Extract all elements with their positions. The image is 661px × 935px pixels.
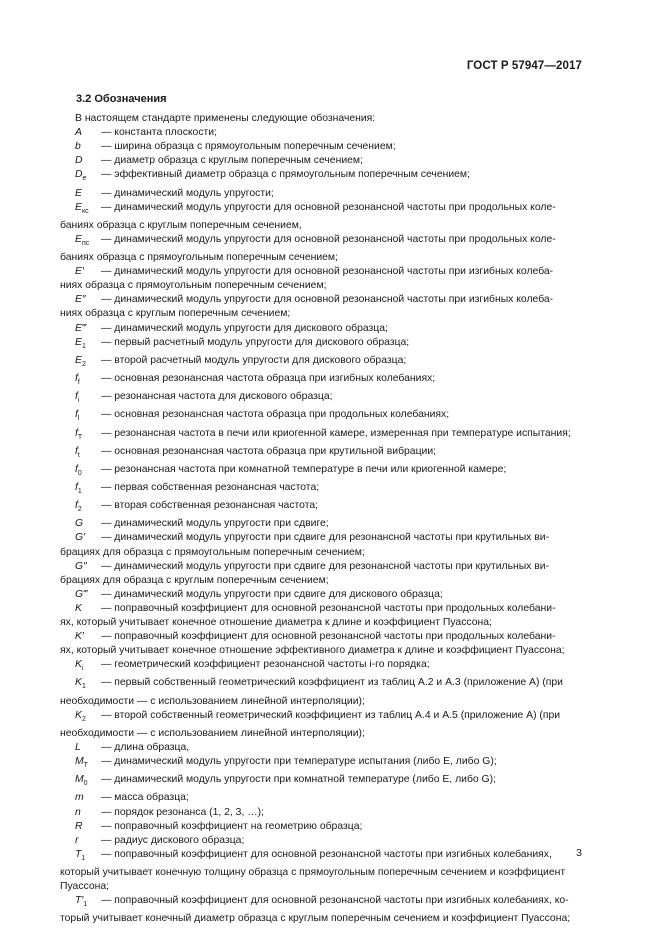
- entry-line: [60, 354, 584, 372]
- symbols-list: [60, 112, 584, 926]
- symbol: $f_1$: [75, 482, 82, 496]
- section-title: 3.2 Обозначения: [76, 93, 167, 105]
- entry-text: — динамический модуль упругости для основной резонансной частоты при продольных коле-: [101, 233, 556, 245]
- entry-text: — первая собственная резонансная частота;: [101, 482, 320, 494]
- entry-line: [60, 481, 584, 499]
- symbol: K′: [75, 631, 84, 643]
- intro-text: В настоящем стандарте применены следующие обозначения:: [75, 113, 376, 124]
- entry-line: [60, 336, 584, 354]
- symbol-entry: [60, 322, 584, 336]
- symbol-entry: [60, 201, 584, 233]
- symbol-entry: [60, 390, 584, 408]
- symbol: L: [75, 742, 81, 753]
- symbol: G′: [75, 532, 86, 544]
- symbol: $f_l$: [75, 409, 80, 423]
- symbol: $M_0$: [75, 774, 88, 788]
- entry-text: ях, который учитывает конечное отношение эффективного диаметра к длине и коэффициент Пуассона;: [60, 645, 565, 657]
- entry-text: — основная резонансная частота образца при изгибных колебаниях;: [101, 372, 436, 384]
- symbol-entry: [60, 741, 584, 755]
- symbol-entry: [60, 408, 584, 426]
- symbol-entry: [60, 773, 584, 791]
- entry-text: баниях образца с прямоугольным поперечным сечением;: [60, 252, 338, 264]
- entry-text: брациях для образца с круглым поперечным сечением;: [60, 574, 329, 586]
- symbol: m: [75, 792, 84, 804]
- symbol: $E_2$: [75, 354, 86, 368]
- entry-line: [60, 140, 584, 154]
- entry-text: — динамический модуль упругости для основной резонансной частоты при изгибных колеба-: [101, 294, 554, 306]
- entry-text: — динамический модуль упругости;: [101, 187, 274, 199]
- entry-line: [60, 463, 584, 481]
- symbol-subscript: 1: [81, 854, 86, 862]
- entry-text: — геометрический коэффициент резонансной частоты i-го порядка;: [101, 659, 430, 671]
- symbol: $T_1$: [75, 848, 86, 862]
- symbol-entry: [60, 233, 584, 265]
- entry-text: Пуассона;: [60, 881, 110, 893]
- symbol-entry: [60, 154, 584, 168]
- symbol-subscript: e: [82, 175, 87, 183]
- symbol: $f_i$: [75, 391, 80, 405]
- entry-line: [60, 168, 584, 186]
- entry-line: [60, 630, 584, 644]
- entry-line: [60, 427, 584, 445]
- symbol-subscript: i: [81, 665, 84, 673]
- entry-continuation: [60, 219, 584, 233]
- entry-line: [60, 834, 584, 848]
- symbol-entry: [60, 658, 584, 676]
- entry-text: — диаметр образца с круглым поперечным сечением;: [101, 155, 363, 167]
- symbol-entry: [60, 755, 584, 773]
- symbol: $K_1$: [75, 677, 86, 691]
- entry-text: — резонансная частота в печи или криогенной камере, измеренная при температуре испытания;: [101, 427, 571, 439]
- symbol: D: [75, 155, 83, 167]
- symbol-entry: [60, 894, 584, 926]
- entry-line: [60, 602, 584, 616]
- entry-continuation: [60, 912, 584, 926]
- symbol-subscript: T: [77, 433, 83, 441]
- entry-continuation: [60, 279, 584, 293]
- symbol-entry: [60, 602, 584, 630]
- symbol: n: [75, 806, 81, 818]
- entry-line: [60, 676, 584, 694]
- entry-text: — поправочный коэффициент для основной резонансной частоты при изгибных колебаниях,: [101, 848, 552, 860]
- entries-container: [60, 126, 584, 926]
- entry-line: [60, 293, 584, 307]
- symbol: $E_{кс}$: [75, 201, 89, 215]
- symbol-entry: [60, 168, 584, 186]
- symbol: $f_0$: [75, 463, 82, 477]
- symbol-entry: [60, 445, 584, 463]
- symbol: $f_t$: [75, 445, 80, 459]
- symbol-entry: [60, 126, 584, 140]
- symbol-entry: [60, 265, 584, 293]
- symbol-subscript: t: [77, 451, 80, 459]
- entry-text: — поправочный коэффициент для основной резонансной частоты при продольных колебани-: [101, 602, 556, 614]
- entry-text: — динамический модуль упругости при сдвиге для резонансной частоты при крутильных ви-: [101, 532, 550, 544]
- symbol: E′: [75, 266, 84, 278]
- entry-line: [60, 265, 584, 279]
- symbol-entry: [60, 293, 584, 321]
- symbol-entry: [60, 676, 584, 708]
- symbol-entry: [60, 427, 584, 445]
- entry-line: [60, 499, 584, 517]
- symbol-entry: [60, 187, 584, 201]
- entry-line: [60, 390, 584, 408]
- symbol: $E_1$: [75, 336, 86, 350]
- symbol: A: [75, 127, 82, 139]
- entry-continuation: [60, 307, 584, 321]
- symbol-subscript: пс: [81, 239, 90, 247]
- entry-continuation: [60, 727, 584, 741]
- entry-line: [60, 445, 584, 463]
- entry-text: — динамический модуль упругости при сдвиге;: [101, 518, 329, 530]
- entry-line: [60, 894, 584, 912]
- symbol: G″: [75, 560, 87, 572]
- symbol-entry: [60, 630, 584, 658]
- symbol: $T'_1$: [75, 895, 88, 909]
- entry-line: [60, 791, 584, 805]
- entry-continuation: [60, 880, 584, 894]
- entry-text: — первый собственный геометрический коэффициент из таблиц А.2 и А.3 (приложение А) (при: [101, 677, 563, 689]
- symbol-subscript: l: [77, 415, 80, 423]
- entry-text: — второй собственный геометрический коэффициент из таблиц А.4 и А.5 (приложение А) (при: [101, 709, 561, 721]
- entry-text: брациях для образца с прямоугольным поперечным сечением;: [60, 546, 365, 558]
- symbol: $E_{пс}$: [75, 233, 90, 247]
- symbol-subscript: 0: [83, 780, 88, 788]
- entry-continuation: [60, 546, 584, 560]
- symbol: G‴: [75, 588, 87, 600]
- entry-continuation: [60, 616, 584, 630]
- symbol: $D_e$: [75, 169, 87, 183]
- symbol-entry: [60, 531, 584, 559]
- symbol-subscript: 2: [81, 715, 86, 723]
- entry-line: [60, 820, 584, 834]
- entry-text: — длина образца,: [101, 742, 190, 753]
- symbol-subscript: T: [83, 762, 88, 770]
- document-id: ГОСТ Р 57947—2017: [466, 60, 582, 72]
- entry-text: — резонансная частота при комнатной температуре в печи или криогенной камере;: [101, 463, 507, 475]
- symbol: $K_i$: [75, 659, 84, 673]
- symbol-entry: [60, 848, 584, 894]
- symbol: $f_2$: [75, 500, 82, 514]
- entry-line: [60, 588, 584, 602]
- symbol: $M_T$: [75, 756, 88, 770]
- symbol-entry: [60, 820, 584, 834]
- symbol: b: [75, 141, 81, 153]
- entry-text: — эффективный диаметр образца с прямоугольным поперечным сечением;: [101, 169, 470, 181]
- entry-text: ниях образца с круглым поперечным сечением;: [60, 308, 291, 320]
- symbol: E‴: [75, 322, 86, 334]
- symbol-entry: [60, 560, 584, 588]
- symbol-entry: [60, 372, 584, 390]
- symbol: K: [75, 602, 82, 614]
- entry-text: — динамический модуль упругости при комнатной температуре (либо E, либо G);: [101, 774, 496, 786]
- symbol: $K_2$: [75, 709, 86, 723]
- symbol-subscript: 0: [77, 469, 82, 477]
- entry-line: [60, 741, 584, 755]
- symbol: E: [75, 187, 82, 199]
- entry-line: [60, 658, 584, 676]
- symbol-subscript: 1: [77, 488, 82, 496]
- entry-line: [60, 755, 584, 773]
- symbol-entry: [60, 588, 584, 602]
- entry-text: — ширина образца с прямоугольным поперечным сечением;: [101, 141, 396, 153]
- entry-text: торый учитывает конечный диаметр образца с круглым поперечным сечением и коэффициент Пуассона;: [60, 913, 571, 925]
- entry-line: [60, 187, 584, 201]
- symbol-entry: [60, 791, 584, 805]
- entry-text: — второй расчетный модуль упругости для дискового образца;: [101, 354, 407, 366]
- entry-text: — константа плоскости;: [101, 127, 217, 139]
- entry-line: [60, 773, 584, 791]
- entry-text: необходимости — с использованием линейной интерполяции);: [60, 695, 365, 707]
- entry-text: необходимости — с использованием линейной интерполяции);: [60, 727, 365, 739]
- entry-line: [60, 531, 584, 545]
- symbol-entry: [60, 517, 584, 531]
- entry-line: [60, 709, 584, 727]
- entry-line: [60, 154, 584, 168]
- symbol-entry: [60, 140, 584, 154]
- entry-line: [60, 408, 584, 426]
- entry-continuation: [60, 251, 584, 265]
- symbol-subscript: 1: [81, 342, 86, 350]
- entry-text: — динамический модуль упругости при сдвиге для резонансной частоты при крутильных ви-: [101, 560, 550, 572]
- entry-line: [60, 201, 584, 219]
- entry-continuation: [60, 695, 584, 709]
- entry-text: — первый расчетный модуль упругости для дискового образца;: [101, 336, 410, 348]
- entry-text: ниях образца с прямоугольным поперечным сечением;: [60, 280, 327, 292]
- entry-text: — динамический модуль упругости при температуре испытания (либо E, либо G);: [101, 756, 497, 768]
- entry-text: — резонансная частота для дискового образца;: [101, 391, 333, 403]
- entry-text: — динамический модуль упругости для основной резонансной частоты при продольных коле-: [101, 201, 556, 213]
- entry-text: — динамический модуль упругости при сдвиге для дискового образца;: [101, 588, 443, 600]
- entry-text: — динамический модуль упругости для основной резонансной частоты при изгибных колеба-: [101, 266, 554, 278]
- symbol-subscript: i: [77, 397, 80, 405]
- entry-line: [60, 848, 584, 866]
- page-number: 3: [576, 847, 582, 859]
- entry-line: [60, 372, 584, 390]
- symbol-subscript: f: [77, 379, 80, 387]
- entry-text: — поправочный коэффициент для основной резонансной частоты при продольных колебани-: [101, 631, 556, 643]
- symbol-entry: [60, 806, 584, 820]
- symbol-entry: [60, 463, 584, 481]
- symbol: G: [75, 518, 84, 530]
- entry-text: — динамический модуль упругости для дискового образца;: [101, 322, 388, 334]
- symbol: $f_f$: [75, 372, 80, 387]
- entry-text: — поправочный коэффициент на геометрию образца;: [101, 820, 363, 832]
- entry-line: [60, 806, 584, 820]
- entry-continuation: [60, 644, 584, 658]
- entry-line: [60, 233, 584, 251]
- symbol: r: [75, 834, 79, 846]
- entry-line: [60, 126, 584, 140]
- symbol-entry: [60, 834, 584, 848]
- entry-text: который учитывает конечную толщину образца с прямоугольным поперечным сечением и коэффициент: [60, 866, 566, 878]
- entry-text: — масса образца;: [101, 792, 189, 804]
- symbol-subscript: 2: [77, 506, 82, 514]
- entry-line: [60, 517, 584, 531]
- symbol-entry: [60, 709, 584, 741]
- entry-text: ях, который учитывает конечное отношение диаметра к длине и коэффициент Пуассона;: [60, 617, 492, 629]
- symbol-entry: [60, 499, 584, 517]
- symbol-entry: [60, 481, 584, 499]
- entry-text: — основная резонансная частота образца при крутильной вибрации;: [101, 445, 437, 457]
- entry-line: [60, 560, 584, 574]
- entry-text: — вторая собственная резонансная частота;: [101, 500, 319, 512]
- symbol-subscript: 2: [81, 360, 86, 368]
- entry-line: [60, 322, 584, 336]
- entry-continuation: [60, 574, 584, 588]
- symbol-subscript: 1: [81, 683, 86, 691]
- symbol-entry: [60, 336, 584, 354]
- symbol: $f_T$: [75, 427, 83, 441]
- symbol-subscript: 1: [83, 901, 88, 909]
- entry-continuation: [60, 866, 584, 880]
- entry-text: — поправочный коэффициент для основной резонансной частоты при изгибных колебаниях, ко-: [101, 895, 569, 907]
- entry-text: — радиус дискового образца;: [101, 834, 245, 846]
- symbol: R: [75, 820, 83, 832]
- entry-text: — порядок резонанса (1, 2, 3, …);: [101, 806, 264, 818]
- symbol: E″: [75, 294, 86, 306]
- symbol-entry: [60, 354, 584, 372]
- entry-text: — основная резонансная частота образца при продольных колебаниях;: [101, 409, 450, 421]
- symbol-subscript: кс: [81, 207, 89, 215]
- entry-text: баниях образца с круглым поперечным сечением,: [60, 219, 302, 231]
